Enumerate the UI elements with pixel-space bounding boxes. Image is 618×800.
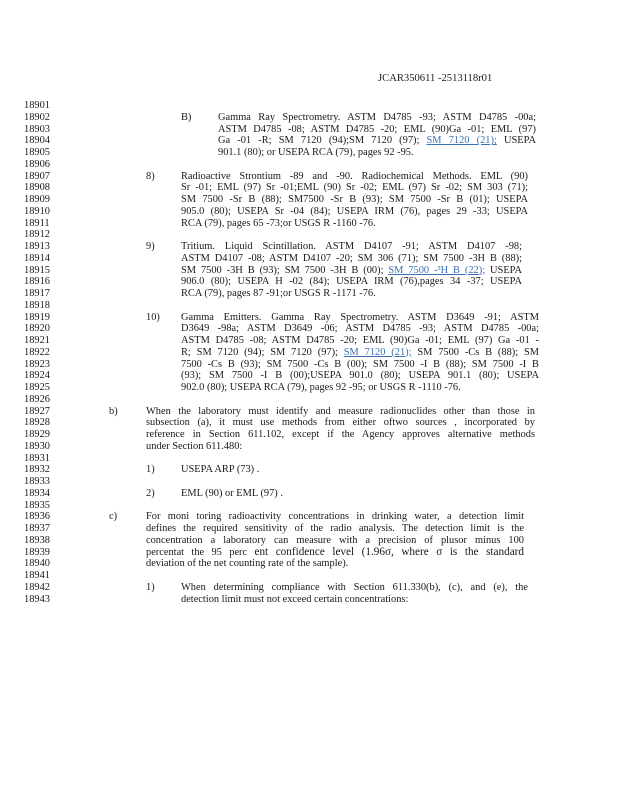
item-marker: 8) xyxy=(146,170,155,182)
line-number: 18931 xyxy=(24,452,50,464)
line-number: 18932 xyxy=(24,464,50,476)
text-line xyxy=(0,135,618,147)
item-marker: 1) xyxy=(146,464,155,476)
text-segment: SM 7500 -Cs B (88); SM xyxy=(411,346,539,358)
item-text: RCA (79), pages 65 -73;or USGS R -1160 -76. xyxy=(181,217,376,229)
line-number: 18924 xyxy=(24,370,50,382)
emphasized-text: ent confidence level (1.96σ, where σ is the standard xyxy=(254,546,524,558)
line-number: 18905 xyxy=(24,147,50,158)
line-number: 18935 xyxy=(24,499,50,511)
item-text: ASTM D4785 -08; ASTM D4785 -20; EML (90)Ga -01; EML (97) Ga -01 - xyxy=(181,335,539,346)
item-marker: 1) xyxy=(146,581,155,593)
line-number: 18943 xyxy=(24,593,50,605)
line-number: 18909 xyxy=(24,194,50,205)
line-number: 18923 xyxy=(24,358,50,370)
line-number: 18934 xyxy=(24,487,50,499)
item-text xyxy=(218,135,536,147)
line-number: 18904 xyxy=(24,135,50,147)
item-marker: b) xyxy=(109,405,118,417)
line-number: 18940 xyxy=(24,558,50,570)
text-line xyxy=(0,147,618,159)
text-line xyxy=(0,511,618,523)
method-link[interactable]: SM 7500 -³H B (22); xyxy=(388,264,486,276)
line-number: 18933 xyxy=(24,476,50,487)
text-line xyxy=(0,323,618,335)
line-number: 18925 xyxy=(24,382,50,393)
item-text: defines the required sensitivity of the radio analysis. The detection limit is the xyxy=(146,523,524,534)
line-number: 18914 xyxy=(24,252,50,264)
text-line xyxy=(0,417,618,429)
text-line xyxy=(0,558,618,570)
item-text: deviation of the net counting rate of the sample). xyxy=(146,558,349,570)
text-segment: Ga -01 -R; SM 7120 (94);SM 7120 (97); xyxy=(218,135,427,147)
item-text: ASTM D4785 -08; ASTM D4785 -20; EML (90)Ga -01; EML (97) xyxy=(218,123,536,135)
text-segment: percentat the 95 perc xyxy=(146,546,255,558)
item-text: 7500 -Cs B (93); SM 7500 -Cs B (00); SM 7500 -I B (88); SM 7500 -I B xyxy=(181,358,539,370)
line-number: 18936 xyxy=(24,511,50,523)
item-text: SM 7500 -Sr B (88); SM7500 -Sr B (93); SM 7500 -Sr B (01); USEPA xyxy=(181,194,528,205)
item-text: subsection (a), it must use methods from either oftwo sources , incorporated by xyxy=(146,417,535,429)
text-line xyxy=(0,241,618,253)
text-segment: USEPA xyxy=(485,264,522,276)
text-line xyxy=(0,359,618,371)
item-text: USEPA ARP (73) . xyxy=(181,464,260,476)
item-text xyxy=(181,265,522,277)
line-number: 18901 xyxy=(24,100,50,111)
line-number: 18919 xyxy=(24,311,50,323)
item-text: Tritium. Liquid Scintillation. ASTM D4107 -91; ASTM D4107 -98; xyxy=(181,241,522,252)
line-number: 18921 xyxy=(24,335,50,346)
line-number: 18927 xyxy=(24,405,50,417)
item-text: Sr -01; EML (97) Sr -01;EML (90) Sr -02; EML (97) Sr -02; SM 303 (71); xyxy=(181,182,528,194)
text-line xyxy=(0,112,618,124)
line-number: 18920 xyxy=(24,323,50,335)
line-number: 18912 xyxy=(24,229,50,241)
item-text: under Section 611.480: xyxy=(146,440,243,452)
item-text: 902.0 (80); USEPA RCA (79), pages 92 -95; or USGS R -1110 -76. xyxy=(181,382,461,393)
item-text: Gamma Ray Spectrometry. ASTM D4785 -93; ASTM D4785 -00a; xyxy=(218,111,536,123)
line-number: 18906 xyxy=(24,158,50,170)
text-line xyxy=(0,206,618,218)
line-number: 18938 xyxy=(24,534,50,546)
item-text: reference in Section 611.102, except if the Agency approves alternative methods xyxy=(146,429,535,440)
text-line xyxy=(0,382,618,394)
document-header: JCAR350611 -2513118r01 xyxy=(378,73,493,84)
text-line xyxy=(0,535,618,547)
item-text: When the laboratory must identify and measure radionuclides other than those in xyxy=(146,405,535,417)
line-number: 18917 xyxy=(24,288,50,299)
method-link[interactable]: SM 7120 (21); xyxy=(343,346,412,358)
item-text xyxy=(181,347,539,359)
text-line xyxy=(0,276,618,288)
line-number: 18916 xyxy=(24,276,50,288)
line-number: 18922 xyxy=(24,346,50,358)
line-number: 18903 xyxy=(24,123,50,135)
text-line xyxy=(0,488,618,500)
text-line xyxy=(0,253,618,265)
text-line xyxy=(0,288,618,300)
item-text xyxy=(146,547,524,559)
item-marker: B) xyxy=(181,111,192,123)
item-text: ASTM D4107 -08; ASTM D4107 -20; SM 306 (71); SM 7500 -3H B (88); xyxy=(181,252,522,264)
line-number: 18907 xyxy=(24,170,50,182)
item-text: For moni toring radioactivity concentrations in drinking water, a detection limit xyxy=(146,511,524,523)
item-marker: 9) xyxy=(146,241,155,252)
item-text: 905.0 (80); USEPA Sr -04 (84); USEPA IRM (76), pages 29 -33; USEPA xyxy=(181,205,528,217)
text-line xyxy=(0,182,618,194)
item-text: Gamma Emitters. Gamma Ray Spectrometry. ASTM D3649 -91; ASTM xyxy=(181,311,539,323)
line-number: 18929 xyxy=(24,429,50,440)
item-text: Radioactive Strontium -89 and -90. Radiochemical Methods. EML (90) xyxy=(181,170,528,182)
text-line xyxy=(0,370,618,382)
text-line xyxy=(0,218,618,230)
text-segment: R; SM 7120 (94); SM 7120 (97); xyxy=(181,346,344,358)
text-line xyxy=(0,406,618,418)
item-text: (93); SM 7500 -I B (00);USEPA 901.0 (80); USEPA 901.1 (80); USEPA xyxy=(181,370,539,382)
text-line xyxy=(0,547,618,559)
line-number: 18910 xyxy=(24,205,50,217)
text-line xyxy=(0,523,618,535)
line-number: 18941 xyxy=(24,570,50,581)
item-text: 906.0 (80); USEPA H -02 (84); USEPA IRM (76),pages 34 -37; USEPA xyxy=(181,276,522,288)
text-line xyxy=(0,582,618,594)
text-line xyxy=(0,441,618,453)
item-text: When determining compliance with Section 611.330(b), (c), and (e), the xyxy=(181,581,528,593)
item-text: EML (90) or EML (97) . xyxy=(181,487,283,499)
text-line xyxy=(0,265,618,277)
text-line xyxy=(0,347,618,359)
item-text: concentration a laboratory can measure with a precision of plusor minus 100 xyxy=(146,534,524,546)
line-number: 18926 xyxy=(24,393,50,405)
text-segment: USEPA xyxy=(496,135,536,147)
text-line xyxy=(0,594,618,606)
line-number: 18918 xyxy=(24,299,50,311)
line-number: 18930 xyxy=(24,440,50,452)
text-line xyxy=(0,312,618,324)
line-number: 18939 xyxy=(24,546,50,558)
line-number: 18928 xyxy=(24,417,50,429)
item-marker: c) xyxy=(109,511,118,523)
text-line xyxy=(0,464,618,476)
line-number: 18937 xyxy=(24,523,50,534)
text-line xyxy=(0,194,618,206)
text-line xyxy=(0,429,618,441)
item-text: 901.1 (80); or USEPA RCA (79), pages 92 -95. xyxy=(218,147,414,158)
text-line xyxy=(0,335,618,347)
item-text: detection limit must not exceed certain concentrations: xyxy=(181,593,409,605)
item-text: RCA (79), pages 87 -91;or USGS R -1171 -76. xyxy=(181,288,376,299)
item-text: D3649 -98a; ASTM D3649 -06; ASTM D4785 -93; ASTM D4785 -00a; xyxy=(181,323,539,335)
line-number: 18902 xyxy=(24,111,50,123)
line-number: 18915 xyxy=(24,264,50,276)
line-number: 18913 xyxy=(24,241,50,252)
text-segment: SM 7500 -3H B (93); SM 7500 -3H B (00); xyxy=(181,264,389,276)
text-line xyxy=(0,124,618,136)
line-number: 18908 xyxy=(24,182,50,194)
line-number: 18911 xyxy=(24,217,50,229)
text-line xyxy=(0,171,618,183)
item-marker: 2) xyxy=(146,487,155,499)
method-link[interactable]: SM 7120 (21); xyxy=(426,135,497,147)
item-marker: 10) xyxy=(146,311,160,323)
line-number: 18942 xyxy=(24,581,50,593)
